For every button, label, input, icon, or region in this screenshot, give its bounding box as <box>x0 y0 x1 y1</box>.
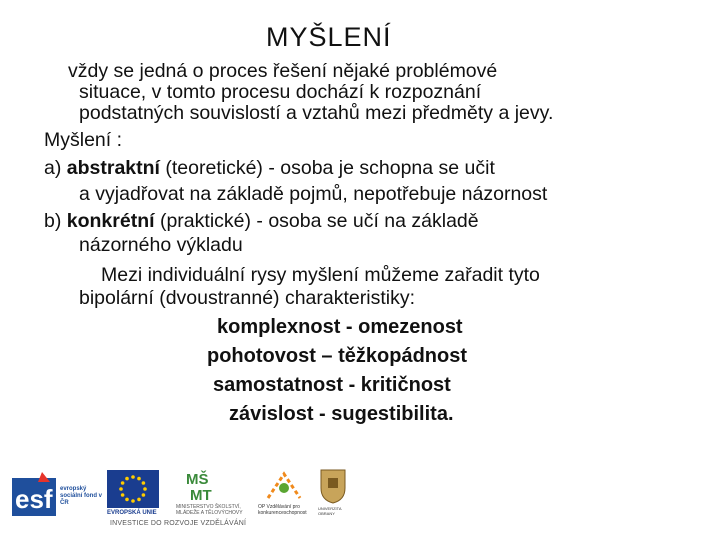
svg-text:esf: esf <box>15 484 53 514</box>
eu-star <box>125 477 129 481</box>
eu-flag-logo <box>107 470 159 520</box>
svg-text:MŠ: MŠ <box>186 471 209 488</box>
eu-star <box>142 493 146 497</box>
pair-2: pohotovost – těžkopádnost <box>207 345 467 367</box>
eu-star <box>143 487 147 491</box>
eu-star <box>131 475 135 479</box>
pair-4: závislost - sugestibilita. <box>229 403 454 425</box>
text-line-9: Mezi individuální rysy myšlení můžeme zařadit tyto <box>101 264 540 286</box>
op-logo <box>258 468 318 520</box>
university-label: UNIVERZITA OBRANY <box>318 506 342 516</box>
item-b-desc: (praktické) - osoba se učí na základě <box>159 210 479 232</box>
text-line-6: a vyjadřovat na základě pojmů, nepotřebuje názornost <box>79 183 548 205</box>
eu-star <box>121 481 125 485</box>
msmt-label: MINISTERSTVO ŠKOLSTVÍ, MLÁDEŽE A TĚLOVÝCHOVY <box>176 504 243 516</box>
university-logo <box>318 468 354 520</box>
svg-text:MT: MT <box>190 487 212 504</box>
eu-star <box>137 498 141 502</box>
text-line-2: situace, v tomto procesu dochází k rozpoznání <box>79 81 482 103</box>
text-line-8: názorného výkladu <box>79 234 243 256</box>
eu-star <box>131 499 135 503</box>
pair-3: samostatnost - kritičnost <box>213 374 451 396</box>
eu-label: EVROPSKÁ UNIE <box>107 510 157 516</box>
eu-star <box>119 487 123 491</box>
item-a-desc: (teoretické) - osoba je schopna se učit <box>165 157 495 179</box>
text-line-5 <box>44 157 495 179</box>
op-label: OP Vzdělávání pro konkurenceschopnost <box>258 504 307 516</box>
text-line-3: podstatných souvislostí a vztahů mezi předměty a jevy. <box>79 102 554 124</box>
item-a-term: abstraktní <box>66 157 160 179</box>
msmt-logo <box>168 468 258 520</box>
pair-1: komplexnost - omezenost <box>217 316 463 338</box>
page-title: MYŠLENÍ <box>266 22 392 52</box>
eu-star <box>137 477 141 481</box>
esf-logo <box>12 472 102 520</box>
text-line-7 <box>44 210 479 232</box>
esf-label: evropský sociální fond v ČR <box>60 486 103 506</box>
item-b-term: konkrétní <box>66 210 155 232</box>
logo-strip <box>0 460 720 540</box>
text-line-4: Myšlení : <box>44 129 123 151</box>
eu-star <box>142 481 146 485</box>
text-line-1: vždy se jedná o proces řešení nějaké problémové <box>68 60 498 82</box>
eu-star <box>125 498 129 502</box>
item-b-marker: b) <box>44 210 62 232</box>
eu-star <box>121 493 125 497</box>
investment-caption: INVESTICE DO ROZVOJE VZDĚLÁVÁNÍ <box>110 520 247 527</box>
item-a-marker: a) <box>44 157 62 179</box>
text-line-10: bipolární (dvoustranné) charakteristiky: <box>79 287 415 309</box>
